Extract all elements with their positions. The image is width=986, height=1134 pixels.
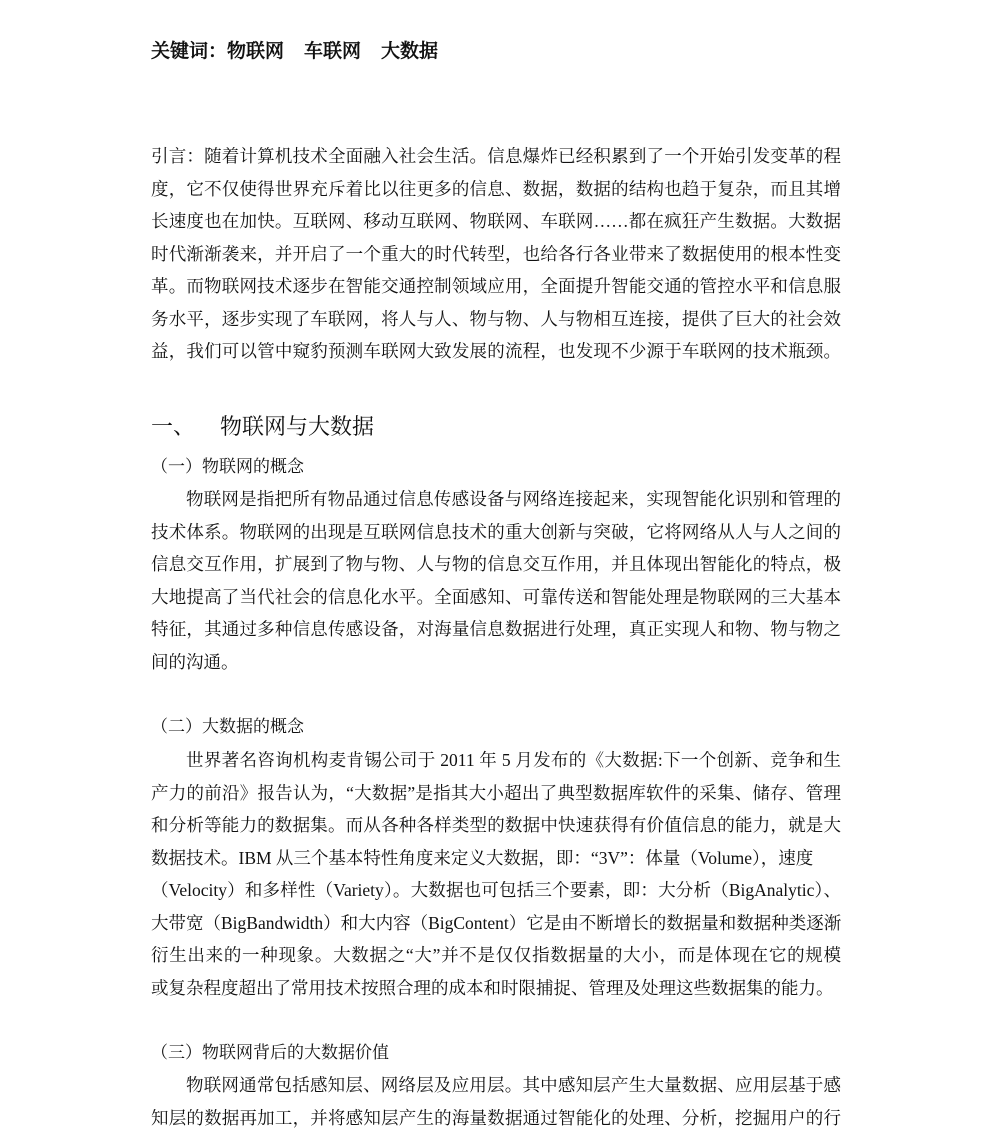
text-line: 物联网通常包括感知层、网络层及应用层。其中感知层产生大量数据、应用层基于感: [151, 1069, 841, 1102]
paragraph-bigdata-value: [151, 1069, 841, 1134]
subsection-heading-3: （三）物联网背后的大数据价值: [151, 1038, 389, 1068]
subsection-heading-1: （一）物联网的概念: [151, 452, 304, 482]
keyword: 物联网: [227, 41, 284, 62]
keywords: [151, 36, 458, 63]
intro-paragraph: [151, 140, 841, 368]
text-line: 世界著名咨询机构麦肯锡公司于 2011 年 5 月发布的《大数据:下一个创新、竞争和生: [151, 744, 841, 777]
text-line: 或复杂程度超出了常用技术按照合理的成本和时限捕捉、管理及处理这些数据集的能力。: [151, 972, 841, 1005]
text-line: 和分析等能力的数据集。而从各种各样类型的数据中快速获得有价值信息的能力，就是大: [151, 809, 841, 842]
text-line: 物联网是指把所有物品通过信息传感设备与网络连接起来，实现智能化识别和管理的: [151, 483, 841, 516]
text-line: （Velocity）和多样性（Variety）。大数据也可包括三个要素，即：大分析（BigAnalytic）、: [151, 874, 841, 907]
text-line: 大地提高了当代社会的信息化水平。全面感知、可靠传送和智能处理是物联网的三大基本: [151, 581, 841, 614]
section-heading: [151, 410, 374, 441]
paragraph-iot-concept: [151, 483, 841, 678]
text-line: 长速度也在加快。互联网、移动互联网、物联网、车联网……都在疯狂产生数据。大数据: [151, 205, 841, 238]
text-line: 数据技术。IBM 从三个基本特性角度来定义大数据，即：“3V”：体量（Volume），速度: [151, 842, 841, 875]
keyword: 大数据: [381, 41, 438, 62]
text-line: 衍生出来的一种现象。大数据之“大”并不是仅仅指数据量的大小，而是体现在它的规模: [151, 939, 841, 972]
text-line: 务水平，逐步实现了车联网，将人与人、物与物、人与物相互连接，提供了巨大的社会效: [151, 303, 841, 336]
subsection-heading-2: （二）大数据的概念: [151, 712, 304, 742]
text-line: 革。而物联网技术逐步在智能交通控制领域应用，全面提升智能交通的管控水平和信息服: [151, 270, 841, 303]
paragraph-bigdata-concept: [151, 744, 841, 1004]
text-line: 技术体系。物联网的出现是互联网信息技术的重大创新与突破，它将网络从人与人之间的: [151, 516, 841, 549]
text-line: 信息交互作用，扩展到了物与物、人与物的信息交互作用，并且体现出智能化的特点，极: [151, 548, 841, 581]
keywords-label: 关键词：: [151, 41, 227, 62]
text-line: 知层的数据再加工，并将感知层产生的海量数据通过智能化的处理、分析，挖掘用户的行: [151, 1102, 841, 1134]
text-line: 特征，其通过多种信息传感设备，对海量信息数据进行处理，真正实现人和物、物与物之: [151, 613, 841, 646]
text-line: 大带宽（BigBandwidth）和大内容（BigContent）它是由不断增长的数据量和数据种类逐渐: [151, 907, 841, 940]
text-line: 引言：随着计算机技术全面融入社会生活。信息爆炸已经积累到了一个开始引发变革的程: [151, 140, 841, 173]
text-line: 度，它不仅使得世界充斥着比以往更多的信息、数据，数据的结构也趋于复杂，而且其增: [151, 173, 841, 206]
text-line: 时代渐渐袭来，并开启了一个重大的时代转型，也给各行各业带来了数据使用的根本性变: [151, 238, 841, 271]
section-title: 物联网与大数据: [220, 414, 374, 439]
text-line: 益，我们可以管中窥豹预测车联网大致发展的流程，也发现不少源于车联网的技术瓶颈。: [151, 335, 841, 368]
text-line: 产力的前沿》报告认为，“大数据”是指其大小超出了典型数据库软件的采集、储存、管理: [151, 777, 841, 810]
text-line: 间的沟通。: [151, 646, 841, 679]
keyword: 车联网: [304, 41, 361, 62]
section-number: 一、: [151, 410, 220, 441]
